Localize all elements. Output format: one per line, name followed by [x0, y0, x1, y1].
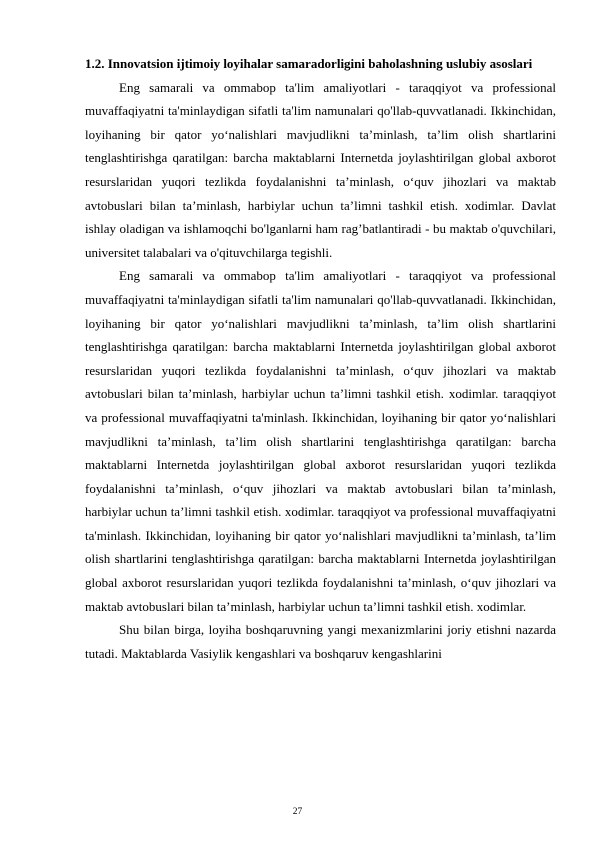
- page-number: 27: [292, 807, 303, 817]
- section-heading: 1.2. Innovatsion ijtimoiy loyihalar samaradorligini baholashning uslubiy asoslari: [85, 56, 533, 71]
- paragraph-1: Eng samarali va ommabop ta'lim amaliyotlari - taraqqiyot va professional muvaffaqiyatni ta'minlaydigan sifatli ta'lim namunalari qo'llab-quvvatlanadi. Ikkinchidan, loyihaning bir qator yo‘nalishlari mavjudlikni ta’minlash, ta’lim olish shartlarini tenglashtirishga qaratilgan: barcha maktablarni Internetda joylashtirilgan global axborot resurslaridan yuqori tezlikda foydalanishni ta’minlash, o‘quv jihozlari va maktab avtobuslari bilan ta’minlash, harbiylar uchun ta’limni tashkil etish. xodimlar. Davlat ishlay oladigan va ishlamoqchi bo'lganlarni ham rag’batlantiradi - bu maktab o'quvchilari, universitet talabalari va o'qituvchilarga tegishli.: [85, 79, 556, 260]
- document-page: [85, 52, 556, 665]
- paragraph-3: Shu bilan birga, loyiha boshqaruvning yangi mexanizmlarini joriy etishni nazarda tutadi. Maktablarda Vasiylik kengashlari va boshqaruv kengashlarini: [85, 622, 556, 661]
- paragraph-2: Eng samarali va ommabop ta'lim amaliyotlari - taraqqiyot va professional muvaffaqiyatni ta'minlaydigan sifatli ta'lim namunalari qo'llab-quvvatlanadi. Ikkinchidan, loyihaning bir qator yo‘nalishlari mavjudlikni ta’minlash, ta’lim olish shartlarini tenglashtirishga qaratilgan: barcha maktablarni Internetda joylashtirilgan global axborot resurslaridan yuqori tezlikda foydalanishni ta’minlash, o‘quv jihozlari va maktab avtobuslari bilan ta’minlash, harbiylar uchun ta’limni tashkil etish. xodimlar. taraqqiyot va professional muvaffaqiyatni ta'minlash. Ikkinchidan, loyihaning bir qator yo‘nalishlari mavjudlikni ta’minlash, ta’lim olish shartlarini tenglashtirishga qaratilgan: barcha maktablarni Internetda joylashtirilgan global axborot resurslaridan yuqori tezlikda foydalanishni ta’minlash, o‘quv jihozlari va maktab avtobuslari bilan ta’minlash, harbiylar uchun ta’limni tashkil etish. xodimlar. taraqqiyot va professional muvaffaqiyatni ta'minlash. Ikkinchidan, loyihaning bir qator yo‘nalishlari mavjudlikni ta’minlash, ta’lim olish shartlarini tenglashtirishga qaratilgan: barcha maktablarni Internetda joylashtirilgan global axborot resurslaridan yuqori tezlikda foydalanishni ta’minlash, o‘quv jihozlari va maktab avtobuslari bilan ta’minlash, harbiylar uchun ta’limni tashkil etish. xodimlar.: [85, 268, 556, 614]
